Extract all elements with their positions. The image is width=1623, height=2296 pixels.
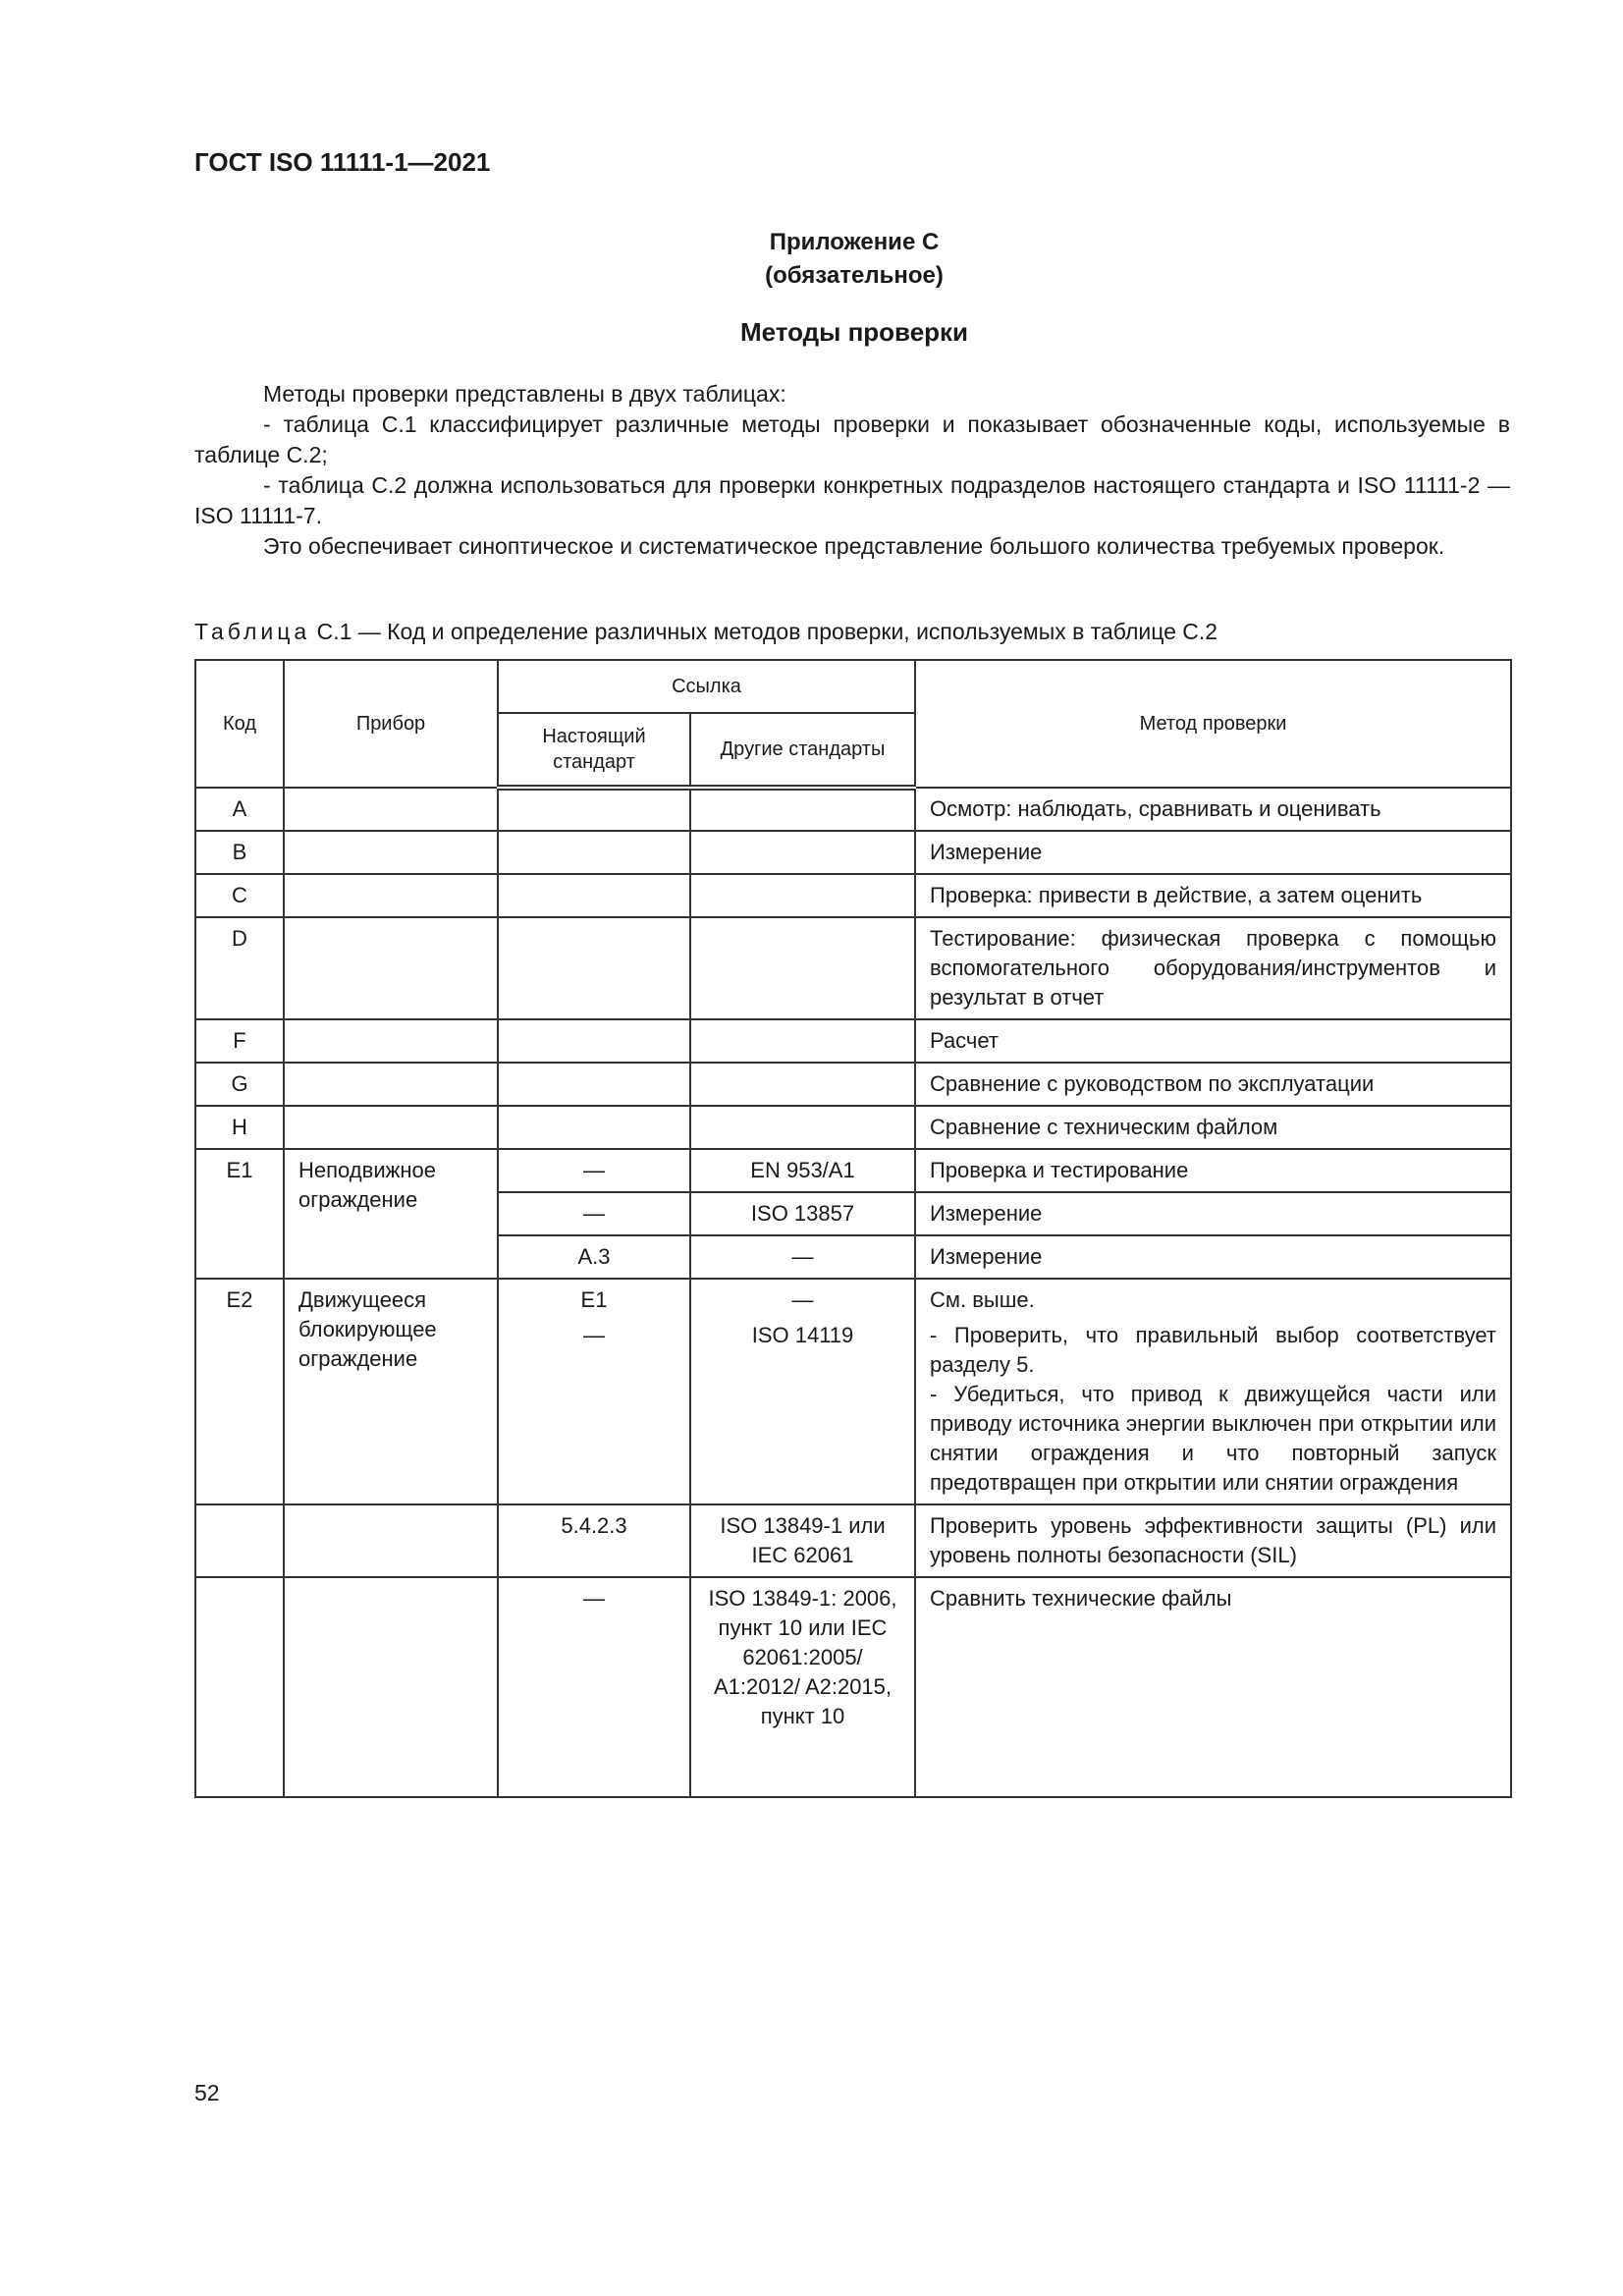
cell-method: Проверка и тестирование [915,1149,1511,1192]
cell-line: ISO 14119 [751,1323,854,1347]
table-row [195,1106,1511,1149]
cell-method: Тестирование: физическая проверка с помощью вспомогательного оборудования/инструментов и результат в отчет [915,917,1511,1019]
table-row [195,831,1511,874]
cell-device: Движущееся блокирующее ограждение [284,1279,498,1504]
cell-method: Сравнение с техническим файлом [915,1106,1511,1149]
header-other-standards: Другие стандарты [690,713,915,788]
table-caption [194,619,1217,645]
cell-other-standards: EN 953/A1 [690,1149,915,1192]
cell-code: E1 [195,1149,284,1279]
cell-other-standards: ISO 13849-1 или IEC 62061 [690,1504,915,1577]
cell-method: Проверить уровень эффективности защиты (PL) или уровень полноты безопасности (SIL) [915,1504,1511,1577]
cell-method: Расчет [915,1019,1511,1063]
cell-this-standard: 5.4.2.3 [498,1504,690,1577]
cell-code: B [195,831,284,874]
cell-code: A [195,788,284,831]
header-code: Код [195,660,284,788]
cell-line: См. выше. [930,1287,1035,1312]
table-row [195,1577,1511,1797]
table-caption-text: С.1 — Код и определение различных методов проверки, используемых в таблице С.2 [316,619,1218,644]
table-row [195,917,1511,1019]
header-device: Прибор [284,660,498,788]
cell-method: Измерение [915,1192,1511,1235]
cell-this-standard [498,1279,690,1504]
cell-method: Измерение [915,831,1511,874]
cell-method [915,1279,1511,1504]
cell-method: Сравнить технические файлы [915,1577,1511,1797]
cell-line: E1 [580,1287,608,1312]
intro-paragraph: Методы проверки представлены в двух таблицах: [263,381,786,407]
cell-method: Осмотр: наблюдать, сравнивать и оценивать [915,788,1511,831]
cell-this-standard: — [498,1577,690,1797]
table-row [195,1149,1511,1192]
header-reference: Ссылка [498,660,915,713]
cell-other-standards: ISO 13849-1: 2006, пункт 10 или IEC 62061:2005/ A1:2012/ A2:2015, пункт 10 [690,1577,915,1797]
intro-paragraph: Это обеспечивает синоптическое и систематическое представление большого количества требуемых проверок. [263,533,1445,559]
intro-paragraph: - таблица С.2 должна использоваться для проверки конкретных подразделов настоящего стандарта и ISO 11111-2 — ISO 11111-7. [194,472,1510,528]
cell-line: — [791,1287,814,1312]
cell-line: — [583,1323,605,1347]
methods-table [194,659,1512,1798]
cell-code: H [195,1106,284,1149]
cell-this-standard: А.3 [498,1235,690,1279]
annex-subtitle: (обязательное) [765,262,944,289]
table-row [195,1504,1511,1577]
cell-code: G [195,1063,284,1106]
section-title: Методы проверки [739,317,969,347]
cell-code: D [195,917,284,1019]
document-header: ГОСТ ISO 11111-1—2021 [194,147,491,177]
cell-this-standard: — [498,1149,690,1192]
cell-other-standards: ISO 13857 [690,1192,915,1235]
intro-text [194,379,1510,562]
header-method: Метод проверки [915,660,1511,788]
table-row [195,1063,1511,1106]
cell-method: Измерение [915,1235,1511,1279]
cell-line: - Проверить, что правильный выбор соответствует разделу 5. [930,1323,1496,1377]
page-number: 52 [194,2080,220,2105]
annex-title: Приложение С [769,229,940,255]
intro-paragraph: - таблица С.1 классифицирует различные методы проверки и показывает обозначенные коды, используемые в таблице С.2; [194,411,1510,467]
annex-heading [0,226,1623,293]
cell-device: Неподвижное ограждение [284,1149,498,1279]
cell-code: F [195,1019,284,1063]
cell-code: C [195,874,284,917]
cell-other-standards [690,1279,915,1504]
cell-method: Сравнение с руководством по эксплуатации [915,1063,1511,1106]
header-this-standard: Настоящий стандарт [498,713,690,788]
cell-method: Проверка: привести в действие, а затем оценить [915,874,1511,917]
cell-code: E2 [195,1279,284,1504]
table-row [195,1279,1511,1504]
table-row [195,874,1511,917]
cell-this-standard: — [498,1192,690,1235]
cell-other-standards: — [690,1235,915,1279]
table-row [195,788,1511,831]
table-caption-prefix: Таблица [194,619,311,644]
table-row [195,1019,1511,1063]
cell-line: - Убедиться, что привод к движущейся части или приводу источника энергии выключен при открытии или снятии ограждения и что повторный запуск предотвращен при открытии или снятии ограждения [930,1382,1496,1495]
